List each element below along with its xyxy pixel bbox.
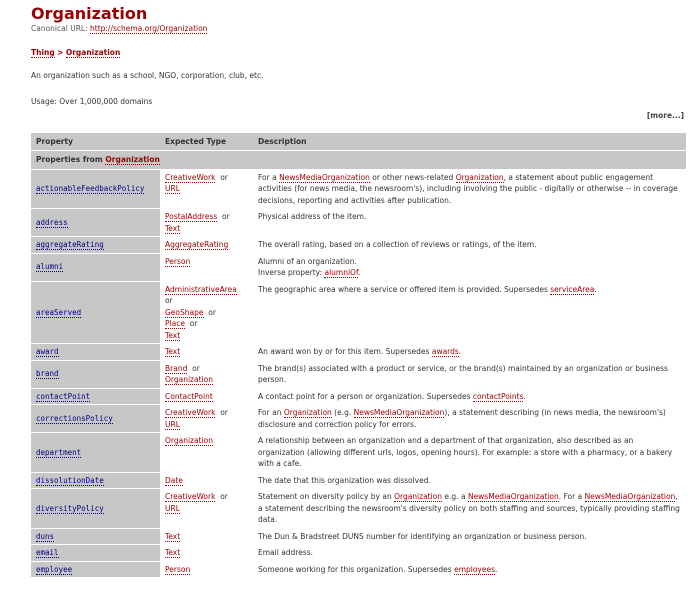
property-link-email[interactable]: email <box>36 548 59 557</box>
table-body <box>31 151 686 577</box>
or-separator: or <box>217 212 230 221</box>
description-cell <box>253 344 686 360</box>
expected-type-cell <box>160 282 253 344</box>
or-separator: or <box>184 319 198 328</box>
table-row <box>31 529 686 545</box>
type-link[interactable]: Text <box>165 330 181 340</box>
description-text: . <box>458 347 462 356</box>
description-cell <box>253 405 686 432</box>
type-link[interactable]: CreativeWork <box>165 408 216 417</box>
type-link[interactable]: Text <box>165 548 181 557</box>
canonical-url-line <box>31 24 686 33</box>
property-link-award[interactable]: award <box>36 347 59 356</box>
property-link-brand[interactable]: brand <box>36 369 59 379</box>
description-cell <box>253 562 686 578</box>
description-text: Someone working for this organization. Supersedes <box>258 564 455 574</box>
description-text: Statement on diversity policy by an <box>258 492 395 501</box>
page <box>0 0 696 106</box>
description-text: e.g. a <box>442 492 468 501</box>
type-link[interactable]: Text <box>165 531 181 541</box>
type-link[interactable]: Person <box>165 564 191 574</box>
section-header-row <box>31 151 686 169</box>
expected-type-cell <box>160 254 253 281</box>
expected-type-cell <box>160 405 253 432</box>
expected-type-cell <box>160 529 253 545</box>
description-text: An award won by or for this item. Supersedes <box>258 347 432 356</box>
property-link-employee[interactable]: employee <box>36 564 73 574</box>
description-text: or other news-related <box>369 172 456 182</box>
description-text: . <box>495 564 498 574</box>
type-link[interactable]: Organization <box>165 375 213 384</box>
description-text: The date that this organization was dissolved. <box>258 475 431 485</box>
property-cell <box>31 344 160 360</box>
type-link[interactable]: CreativeWork <box>165 492 216 501</box>
table-row <box>31 361 686 388</box>
table-row <box>31 562 686 578</box>
description-link[interactable]: Organization <box>394 492 443 501</box>
or-separator: or <box>165 284 240 305</box>
type-link[interactable]: AggregateRating <box>165 240 229 249</box>
description-cell <box>253 170 686 209</box>
type-link[interactable]: URL <box>165 419 180 429</box>
description-link[interactable]: contactPoints <box>472 391 524 401</box>
type-link[interactable]: URL <box>165 503 180 513</box>
type-link[interactable]: Text <box>165 347 181 356</box>
breadcrumb-thing-link[interactable]: Thing <box>31 48 55 57</box>
description-text: A relationship between an organization and a department of that organization, also described as an organization (allowing different urls, logos, opening hours). For example: a store with a pharmacy, or a bakery with a cafe. <box>258 436 673 468</box>
table-row <box>31 254 686 281</box>
property-cell <box>31 254 160 281</box>
properties-table <box>31 132 686 578</box>
property-link-address[interactable]: address <box>36 217 68 227</box>
description-link[interactable]: NewsMediaOrganization <box>279 172 370 182</box>
type-description: An organization such as a school, NGO, corporation, club, etc. <box>31 71 264 80</box>
type-link[interactable]: CreativeWork <box>165 172 216 182</box>
property-cell <box>31 489 160 528</box>
description-cell <box>253 237 686 253</box>
description-link[interactable]: employees <box>454 564 496 574</box>
description-text: The Dun & Bradstreet DUNS number for identifying an organization or business person. <box>258 531 587 541</box>
canonical-url-link[interactable]: http://schema.org/Organization <box>90 24 208 33</box>
description-text: (e.g. <box>331 408 354 417</box>
expected-type-cell <box>160 209 253 236</box>
type-link[interactable]: Person <box>165 256 191 266</box>
description-link[interactable]: NewsMediaOrganization <box>353 408 445 417</box>
description-link[interactable]: Organization <box>283 408 332 417</box>
property-cell <box>31 389 160 405</box>
property-cell <box>31 433 160 472</box>
property-link-contactPoint[interactable]: contactPoint <box>36 391 91 401</box>
property-cell <box>31 545 160 561</box>
table-row <box>31 545 686 561</box>
description-text: , a statement about public engagement activities (for news media, the newsroom's), including involving the public - digitally or otherwise -- in coverage decisions, reporting and activities after publication. <box>258 172 678 205</box>
description-text: The overall rating, based on a collection of reviews or ratings, of the item. <box>258 240 537 249</box>
expected-type-cell <box>160 170 253 209</box>
type-link[interactable]: Place <box>165 319 185 328</box>
type-link[interactable]: PostalAddress <box>165 212 218 221</box>
expected-type-cell <box>160 237 253 253</box>
description-cell <box>253 254 686 281</box>
description-cell <box>253 489 686 528</box>
table-row <box>31 489 686 528</box>
header-description: Description <box>253 133 686 150</box>
property-link-aggregateRating[interactable]: aggregateRating <box>36 240 104 249</box>
description-text: The geographic area where a service or offered item is provided. Supersedes <box>258 284 551 294</box>
property-cell <box>31 473 160 489</box>
or-separator: or <box>203 307 216 317</box>
table-row <box>31 237 686 253</box>
property-cell <box>31 237 160 253</box>
property-cell <box>31 209 160 236</box>
or-separator: or <box>215 492 228 501</box>
description-text: Inverse property: <box>258 268 325 277</box>
property-cell <box>31 405 160 432</box>
table-row <box>31 209 686 236</box>
description-cell <box>253 545 686 561</box>
description-cell <box>253 433 686 472</box>
header-expected-type: Expected Type <box>160 133 253 150</box>
description-cell <box>253 389 686 405</box>
description-link[interactable]: alumniOf <box>324 268 359 277</box>
table-row <box>31 405 686 432</box>
or-separator: or <box>215 408 228 417</box>
description-cell <box>253 209 686 236</box>
type-link[interactable]: AdministrativeArea <box>165 284 237 294</box>
table-row <box>31 170 686 209</box>
property-cell <box>31 529 160 545</box>
description-link[interactable]: awards <box>431 347 459 356</box>
section-prefix: Properties from <box>36 155 103 164</box>
table-row <box>31 389 686 405</box>
header-property: Property <box>31 133 160 150</box>
property-link-actionableFeedbackPolicy[interactable]: actionableFeedbackPolicy <box>36 184 145 193</box>
property-cell <box>31 170 160 209</box>
table-row <box>31 433 686 472</box>
property-link-correctionsPolicy[interactable]: correctionsPolicy <box>36 413 113 423</box>
type-link[interactable]: GeoShape <box>165 307 204 317</box>
breadcrumb-separator: > <box>57 48 64 57</box>
or-separator: or <box>215 172 228 182</box>
property-link-diversityPolicy[interactable]: diversityPolicy <box>36 503 104 513</box>
description-text: . <box>358 268 361 277</box>
expected-type-cell <box>160 489 253 528</box>
expected-type-cell <box>160 389 253 405</box>
property-cell <box>31 562 160 578</box>
property-link-duns[interactable]: duns <box>36 531 55 541</box>
section-organization-link[interactable]: Organization <box>105 155 160 164</box>
expected-type-cell <box>160 545 253 561</box>
description-text: The brand(s) associated with a product or service, or the brand(s) maintained by an organization or business person. <box>258 363 668 384</box>
table-header-row <box>31 133 686 150</box>
description-text: A contact point for a person or organization. Supersedes <box>258 391 473 401</box>
description-cell <box>253 473 686 489</box>
property-link-dissolutionDate[interactable]: dissolutionDate <box>36 475 104 485</box>
table-row <box>31 344 686 360</box>
description-text: Email address. <box>258 548 314 557</box>
description-text: For an <box>258 408 284 417</box>
expected-type-cell <box>160 433 253 472</box>
expected-type-cell <box>160 361 253 388</box>
description-text: . For a <box>558 492 585 501</box>
breadcrumb <box>31 48 686 57</box>
canonical-label: Canonical URL: <box>31 24 88 33</box>
description-cell <box>253 282 686 344</box>
description-text: Alumni of an organization. <box>258 256 357 266</box>
description-text: Physical address of the item. <box>258 212 367 221</box>
property-link-alumni[interactable]: alumni <box>36 262 64 272</box>
type-link[interactable]: Brand <box>165 363 188 373</box>
section-header <box>31 151 686 169</box>
property-cell <box>31 361 160 388</box>
more-link[interactable]: [more...] <box>646 111 684 120</box>
property-cell <box>31 282 160 344</box>
type-link[interactable]: ContactPoint <box>165 391 213 401</box>
type-link[interactable]: Date <box>165 475 183 485</box>
description-link[interactable]: serviceArea <box>550 284 595 294</box>
expected-type-cell <box>160 473 253 489</box>
description-text: . <box>523 391 526 401</box>
or-separator: or <box>187 363 200 373</box>
description-text: , a statement describing the newsroom's diversity policy on both staffing and sources, typically providing staffing data. <box>258 492 680 524</box>
table-row <box>31 473 686 489</box>
page-title: Organization <box>31 4 148 23</box>
property-link-areaServed[interactable]: areaServed <box>36 307 82 317</box>
description-cell <box>253 529 686 545</box>
table-row <box>31 282 686 344</box>
description-cell <box>253 361 686 388</box>
description-text: . <box>594 284 597 294</box>
type-link[interactable]: URL <box>165 184 180 193</box>
expected-type-cell <box>160 562 253 578</box>
description-link[interactable]: NewsMediaOrganization <box>584 492 676 501</box>
usage-text: Usage: Over 1,000,000 domains <box>31 97 153 106</box>
property-link-department[interactable]: department <box>36 447 82 457</box>
type-link[interactable]: Organization <box>165 436 213 445</box>
description-link[interactable]: NewsMediaOrganization <box>467 492 559 501</box>
description-text: ), a statement describing (in news media, the newsroom's) disclosure and correction policy for errors. <box>258 408 666 429</box>
description-text: For a <box>258 172 280 182</box>
type-link[interactable]: Text <box>165 223 181 233</box>
expected-type-cell <box>160 344 253 360</box>
description-link[interactable]: Organization <box>455 172 504 182</box>
breadcrumb-organization-link[interactable]: Organization <box>65 48 121 57</box>
